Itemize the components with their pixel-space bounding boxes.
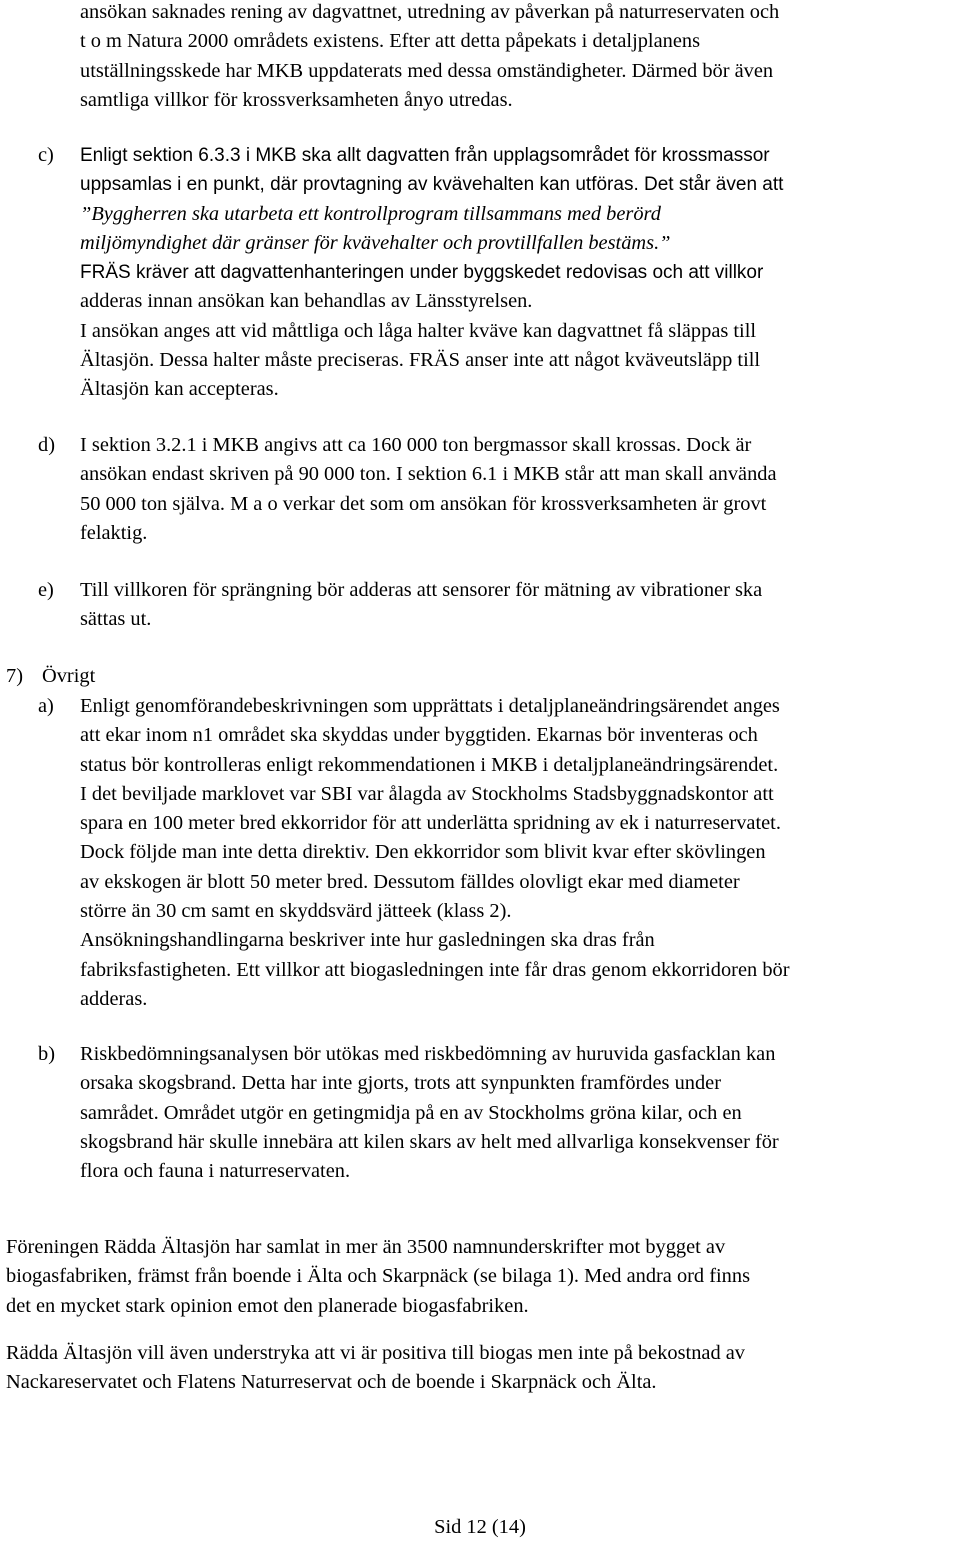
text-line: skogsbrand här skulle innebära att kilen skars av helt med allvarliga konsekvenser för <box>80 1130 779 1153</box>
item-label: c) <box>38 144 54 166</box>
text-line: I sektion 3.2.1 i MKB angivs att ca 160 000 ton bergmassor skall krossas. Dock är <box>80 434 752 456</box>
closing-paragraph-1 <box>6 1233 958 1321</box>
text-line: av ekskogen är blott 50 meter bred. Dessutom fälldes olovligt ekar med diameter <box>80 870 740 893</box>
closing-paragraph-2 <box>6 1339 958 1398</box>
text-line: uppsamlas i en punkt, där provtagning av kvävehalten kan utföras. <box>80 174 639 196</box>
text-line: Föreningen Rädda Ältasjön har samlat in mer än 3500 namnunderskrifter mot bygget av <box>6 1236 726 1258</box>
text-line: Ansökningshandlingarna beskriver inte hur gasledningen ska dras från <box>80 929 655 952</box>
text-line: spara en 100 meter bred ekkorridor för att underlätta spridning av ek i naturreservatet. <box>80 812 781 835</box>
text-line: Enligt genomförandebeskrivningen som upprättats i detaljplaneändringsärendet anges <box>80 695 780 717</box>
text-line: Det står även att <box>638 174 784 196</box>
text-line: Till villkoren för sprängning bör adderas att sensorer för mätning av vibrationer ska <box>80 579 763 601</box>
text-line: Enligt sektion 6.3.3 i MKB ska allt dagvatten från upplagsområdet för krossmassor <box>80 145 770 166</box>
item-label: b) <box>38 1043 55 1065</box>
quote-line: ”Byggherren ska utarbeta ett kontrollprogram tillsammans med berörd <box>80 202 661 225</box>
item-text <box>80 576 956 635</box>
text-line: adderas innan ansökan kan behandlas av Länsstyrelsen. <box>80 290 533 313</box>
text-line: status bör kontrolleras enligt rekommendationen i MKB i detaljplaneändringsärendet. <box>80 753 779 776</box>
text-line: Riskbedömningsanalysen bör utökas med riskbedömning av huruvida gasfacklan kan <box>80 1043 776 1065</box>
item-text <box>80 692 956 1014</box>
text-line: fabriksfastigheten. Ett villkor att biogasledningen inte får dras genom ekkorridoren bör <box>80 958 790 981</box>
text-line: orsaka skogsbrand. Detta har inte gjorts, trots att synpunkten framfördes under <box>80 1072 722 1095</box>
text-line: felaktig. <box>80 521 148 544</box>
text-line: det en mycket stark opinion emot den planerade biogasfabriken. <box>6 1294 529 1317</box>
text-line: utställningsskede har MKB uppdaterats med dessa omständigheter. Därmed bör även <box>80 59 774 82</box>
text-line: att ekar inom n1 området ska skyddas under byggtiden. Ekarnas bör inventeras och <box>80 724 758 747</box>
item-text <box>80 141 956 405</box>
text-line: biogasfabriken, främst från boende i Älta och Skarpnäck (se bilaga 1). Med andra ord finns <box>6 1265 751 1288</box>
text-line: FRÄS kräver att dagvattenhanteringen under byggskedet redovisas och att villkor <box>80 262 764 284</box>
continuation-paragraph <box>80 0 958 115</box>
quote-line: miljömyndighet där gränser för kvävehalter och provtillfallen bestäms.” <box>80 231 671 254</box>
item-label: e) <box>38 579 54 601</box>
text-line: ansökan endast skriven på 90 000 ton. I sektion 6.1 i MKB står att man skall använda <box>80 463 777 486</box>
section-number: 7) <box>6 665 23 687</box>
text-line: samtliga villkor för krossverksamheten ånyo utredas. <box>80 88 513 111</box>
text-line: Nackareservatet och Flatens Naturreservat och de boende i Skarpnäck och Älta. <box>6 1371 657 1394</box>
text-line: sättas ut. <box>80 608 152 631</box>
text-line: I ansökan anges att vid måttliga och låga halter kväve kan dagvattnet få släppas till <box>80 319 757 342</box>
text-line: samrådet. Området utgör en getingmidja på en av Stockholms gröna kilar, och en <box>80 1101 742 1124</box>
item-label: a) <box>38 695 54 717</box>
text-line: t o m Natura 2000 områdets existens. Efter att detta påpekats i detaljplanens <box>80 30 701 53</box>
section-title: Övrigt <box>42 665 96 687</box>
text-line: Rädda Ältasjön vill även understryka att vi är positiva till biogas men inte på bekostnad av <box>6 1342 745 1364</box>
text-line: flora och fauna i naturreservaten. <box>80 1160 351 1183</box>
text-line: Ältasjön. Dessa halter måste preciseras. FRÄS anser inte att något kväveutsläpp till <box>80 349 761 372</box>
item-text <box>80 1040 956 1186</box>
text-line: adderas. <box>80 987 148 1010</box>
text-line: större än 30 cm samt en skyddsvärd jätteek (klass 2). <box>80 900 512 923</box>
text-line: Dock följde man inte detta direktiv. Den ekkorridor som blivit kvar efter skövlingen <box>80 841 766 864</box>
text-line: 50 000 ton själva. M a o verkar det som om ansökan för krossverksamheten är grovt <box>80 492 767 515</box>
text-line: ansökan saknades rening av dagvattnet, utredning av påverkan på naturreservaten och <box>80 1 780 23</box>
item-text <box>80 431 956 548</box>
item-label: d) <box>38 434 55 456</box>
text-line: Ältasjön kan accepteras. <box>80 378 279 401</box>
page-number: Sid 12 (14) <box>434 1516 526 1538</box>
text-line: I det beviljade marklovet var SBI var ålagda av Stockholms Stadsbyggnadskontor att <box>80 782 774 805</box>
